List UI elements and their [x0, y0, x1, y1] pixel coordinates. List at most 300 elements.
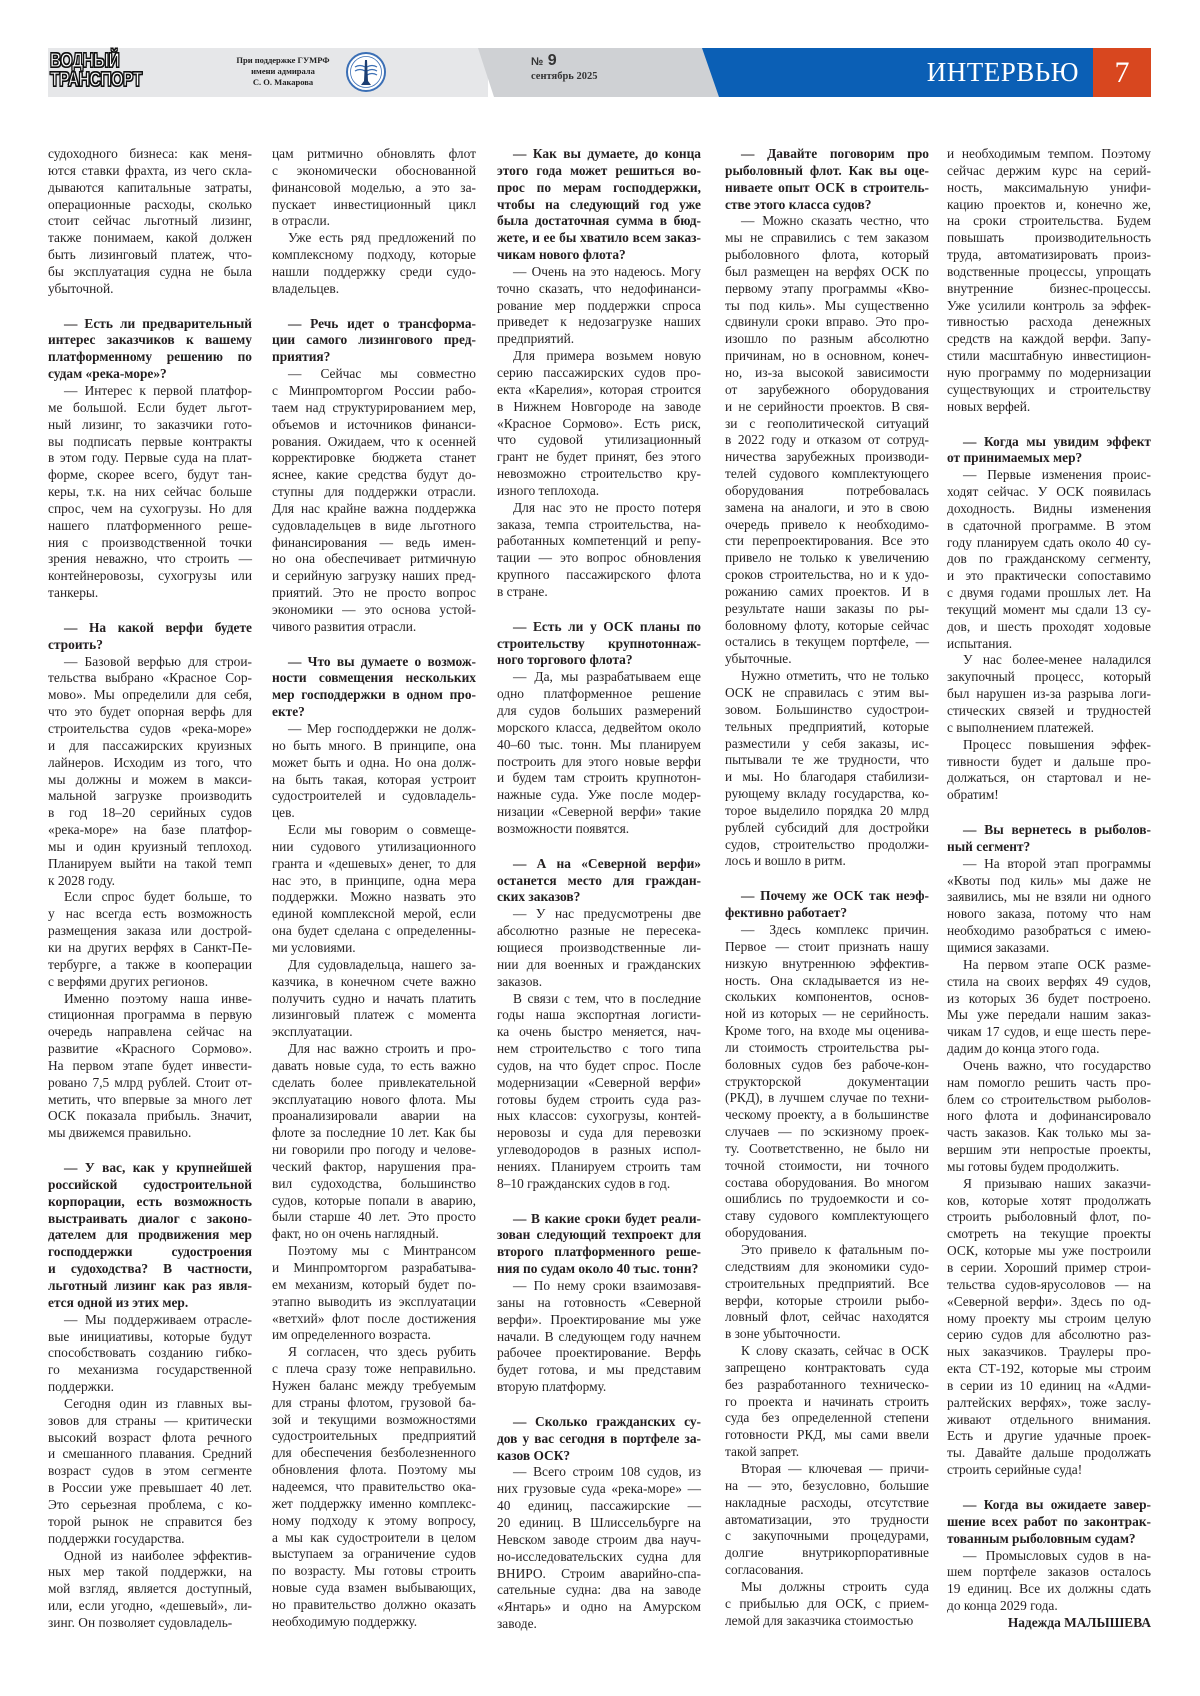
text-line: Мы должны строить суда	[741, 1578, 929, 1594]
text-line: — Сейчас мы совместно	[288, 366, 476, 382]
text-line: ни говорили про погоду и челове-	[272, 1142, 476, 1158]
text-line: надеемся, что правительство ока-	[272, 1478, 476, 1494]
issue-sign: №	[531, 56, 544, 68]
answer-paragraph	[272, 366, 476, 636]
text-line: лось и вошло в ритм.	[725, 853, 846, 869]
text-line: Очень важно, что государство	[963, 1057, 1151, 1073]
text-line: суда без определенной степени	[725, 1410, 929, 1426]
text-line: ния по судам около 40 тыс. тонн?	[497, 1261, 699, 1277]
text-line: вторую платформу.	[497, 1379, 607, 1395]
issue-number: 9	[547, 52, 557, 69]
text-line: ОСК не справилась с этим вы-	[725, 685, 929, 700]
text-line: такой запрет.	[725, 1444, 800, 1460]
text-line: сти перепроектирования. Все это	[725, 533, 929, 549]
text-line: с прибылью для ОСК, с прием-	[725, 1595, 929, 1611]
issue-date: сентябрь 2025	[531, 71, 598, 82]
text-line: телей судового комплектующего	[725, 466, 929, 482]
article-column	[725, 146, 929, 1629]
text-line: автоматизации, это трудности	[725, 1511, 929, 1527]
text-line: Нужен баланс между требуемым	[272, 1377, 476, 1393]
text-line: — Первые изменения проис-	[963, 467, 1151, 483]
text-line: ты. Давайте дальше продолжать	[947, 1445, 1151, 1461]
text-line: танкеры.	[48, 585, 99, 601]
text-line: случаев — по эскизному проек-	[725, 1124, 929, 1140]
text-line: испытания.	[947, 635, 1013, 651]
text-line: морского класса, дедвейтом около	[497, 719, 701, 735]
answer-paragraph	[272, 1041, 476, 1243]
text-line: неровозы и суда для перевозки	[497, 1125, 701, 1141]
text-line: для судов больших размерений	[497, 703, 701, 718]
text-line: разместили у себя заказы, ис-	[725, 735, 929, 751]
page-number: 7	[1114, 56, 1130, 89]
text-line: будет готова, и мы представим	[497, 1362, 701, 1378]
answer-paragraph	[272, 230, 476, 297]
answer-paragraph	[497, 991, 701, 1193]
text-line: предприятий.	[497, 331, 575, 347]
text-line: Вторая — ключевая — причи-	[741, 1460, 929, 1476]
text-line: невозможно строительство кру-	[497, 466, 701, 482]
text-line: на быть такая, которая устроит	[272, 771, 476, 787]
text-line: остались в текущем портфеле, —	[725, 634, 929, 650]
text-line: Для нас крайне важна поддержка	[272, 500, 476, 516]
text-line: ческий фактор, нарушения пра-	[272, 1158, 476, 1174]
text-line: начали. В следующем году начнем	[497, 1328, 701, 1344]
university-emblem-icon	[345, 51, 387, 93]
text-line: блем со строительством рыболов-	[947, 1091, 1151, 1107]
text-line: привело не только к увеличению	[725, 550, 929, 566]
text-line: заявились, мы не взяли ни одного	[947, 889, 1151, 905]
answer-paragraph	[725, 213, 929, 668]
support-line: С. О. Макарова	[252, 77, 314, 87]
text-line: в 2022 году и отказом от сотруд-	[725, 432, 929, 448]
text-line: зован следующий техпроект для	[497, 1227, 701, 1243]
text-line: и смешанного плавания. Средний	[48, 1446, 252, 1462]
text-line: Процесс повышения эффек-	[963, 736, 1151, 752]
answer-paragraph	[725, 1242, 929, 1343]
text-line: — Когда вы ожидаете завер-	[963, 1496, 1151, 1512]
text-line: модернизации «Северной верфи»	[497, 1074, 701, 1090]
text-line: пытывали те же трудности, что	[725, 752, 929, 768]
text-line: го проекта и начинать строить	[725, 1393, 929, 1409]
text-line: в зоне убыточности.	[725, 1326, 841, 1342]
text-line: но-исследовательских судна для	[497, 1548, 701, 1564]
text-line: но правительство должно оказать	[272, 1596, 476, 1612]
answer-paragraph	[497, 906, 701, 990]
text-line: го механизма государственной	[48, 1362, 252, 1378]
text-line: точной стоимости, ни точного	[725, 1157, 929, 1173]
text-line: обратим!	[947, 787, 999, 803]
text-line: ков, которые хотят продолжать	[947, 1192, 1151, 1208]
text-line: работанных компетенций и репу-	[497, 533, 701, 549]
text-line: заводе.	[497, 1616, 537, 1632]
text-line: — На какой верфи будете	[64, 619, 252, 635]
text-line: может быть и одна. Но она долж-	[272, 754, 476, 770]
text-line: в год 18–20 серийных судов	[48, 805, 252, 821]
text-line: труда, автоматизировать произ-	[947, 247, 1151, 263]
text-line: Я призываю наших заказчи-	[963, 1175, 1151, 1191]
text-line: цам ритмично обновлять флот	[272, 146, 476, 161]
interview-question	[497, 1211, 701, 1278]
text-line: в стране.	[497, 583, 548, 599]
text-line: но быть много. В принципе, она	[272, 737, 476, 753]
text-line: контейнеровозы, сухогрузы или	[48, 568, 252, 584]
answer-paragraph	[48, 383, 252, 602]
text-line: торой рынок не справится без	[48, 1513, 252, 1529]
text-line: чикам нового флота?	[497, 247, 626, 263]
text-line: ный сегмент?	[947, 838, 1031, 854]
text-line: — Что вы думаете о возмож-	[288, 653, 476, 669]
text-line: мальной загрузке производить	[48, 788, 252, 804]
text-line: ОСК показала прибыль. Значит,	[48, 1108, 252, 1124]
text-line: с верфями других регионов.	[48, 973, 209, 989]
answer-paragraph	[272, 822, 476, 957]
text-line: судам «река-море»?	[48, 366, 167, 382]
text-line: спрос, чем на сухогрузы. Но для	[48, 500, 252, 516]
text-line: ми условиями.	[272, 939, 356, 955]
text-line: ются ставки фрахта, из чего скла-	[48, 162, 252, 178]
text-line: 20 единиц. В Шлиссельбурге на	[497, 1514, 701, 1530]
text-line: тованным рыболовным судам?	[947, 1530, 1136, 1546]
text-line: пускает инвестиционный цикл	[272, 196, 476, 212]
text-line: зой и текущими возможностями	[272, 1411, 476, 1427]
text-line: новые суда взамен выбывающих,	[272, 1580, 476, 1596]
answer-paragraph	[947, 1058, 1151, 1176]
text-line: чтобы на следующий год уже	[497, 196, 701, 212]
text-line: замена на аналоги, и это в свою	[725, 499, 929, 515]
text-line: тельных предприятий, которые	[725, 718, 929, 734]
text-line: выстраивать диалог с законо-	[48, 1210, 252, 1226]
text-line: ного флота и дофинансировало	[947, 1108, 1151, 1124]
interview-question	[272, 654, 476, 721]
text-line: в серии из 10 единиц на «Адми-	[947, 1377, 1151, 1393]
text-line: дов у вас сегодня в портфеле за-	[497, 1430, 701, 1446]
support-line: имени адмирала	[251, 66, 315, 76]
text-line: ошиблись по трудоемкости и со-	[725, 1191, 929, 1207]
text-line: Кроме того, на входе мы оценива-	[725, 1023, 929, 1039]
text-line: строительства судов «река-море»	[48, 721, 252, 736]
text-line: судовладельцев в виде льготного	[272, 517, 476, 533]
text-line: в Нижнем Новгороде на заводе	[497, 398, 701, 414]
text-line: вы подписать первые контракты	[48, 433, 252, 449]
text-line: — Давайте поговорим про	[741, 146, 929, 161]
text-line: мы не справились с тем заказом	[725, 230, 929, 246]
text-line: екта «Карелия», которая строится	[497, 381, 701, 397]
text-line: вые инициативы, которые будут	[48, 1328, 252, 1344]
text-line: ную программу по модернизации	[947, 364, 1151, 380]
text-line: яснее, какие средства будут до-	[272, 467, 476, 483]
text-line: ности совмещения нескольких	[272, 670, 476, 686]
header-band-dark	[478, 48, 724, 97]
text-line: что судовой утилизационный	[497, 432, 701, 448]
text-line: — На второй этап программы	[963, 855, 1151, 871]
text-line: экономики — это основа устой-	[272, 601, 476, 617]
answer-paragraph	[48, 654, 252, 890]
answer-paragraph	[48, 889, 252, 990]
text-line: форме, скорее всего, будут тан-	[48, 467, 252, 483]
text-line: ралтейских верфях», тоже заслу-	[947, 1394, 1151, 1410]
answer-paragraph	[947, 1176, 1151, 1479]
text-line: у нас всегда есть возможность	[48, 906, 252, 922]
text-line: но она обеспечивает ритмичную	[272, 551, 476, 567]
text-line: следствиям для экономики судо-	[725, 1258, 929, 1274]
text-line: 40–60 тыс. тонн. Мы планируем	[497, 736, 701, 752]
text-line: — Как вы думаете, до конца	[513, 146, 701, 161]
text-line: сроков строительства, но и к удо-	[725, 567, 929, 583]
text-line: мы и один круизный теплоход.	[48, 838, 252, 854]
text-line: керы, т.к. на них сейчас больше	[48, 484, 252, 500]
text-line: дателем для продвижения мер	[48, 1227, 252, 1243]
text-line: ческому проекту, а в большинстве	[725, 1107, 929, 1123]
text-line: факт, но он очень наглядный.	[272, 1226, 439, 1242]
text-line: ту. Соответственно, не было ни	[725, 1140, 929, 1156]
text-line: Именно поэтому наша инве-	[64, 990, 252, 1006]
text-line: щимися заказами.	[947, 939, 1050, 955]
text-line: — Можно сказать честно, что	[741, 213, 929, 229]
text-line: для обеспечения безболезненного	[272, 1445, 476, 1461]
text-line: запрещено контрактовать суда	[725, 1359, 929, 1375]
text-line: метить, что впервые за много лет	[48, 1091, 252, 1107]
text-line: — Базовой верфью для строи-	[64, 653, 252, 669]
text-line: судов, на что будет спрос. После	[497, 1057, 701, 1073]
text-line: развитие «Красного Сормово».	[48, 1041, 252, 1057]
text-line: корпорации, есть возможность	[48, 1193, 252, 1209]
text-line: но, из-за высокой зависимости	[725, 364, 929, 380]
text-line: заказов.	[497, 973, 543, 989]
text-line: нии для военных и гражданских	[497, 956, 701, 972]
text-line: и не серийности проектов. В свя-	[725, 398, 929, 414]
text-line: казчика, в конечном счете важно	[272, 973, 476, 989]
text-line: «река-море» на базе платфор-	[48, 822, 252, 838]
text-line: ющиеся производственные ли-	[497, 939, 701, 955]
text-line: годы наша экспортная логисти-	[497, 1007, 701, 1023]
text-line: доходность. Видны изменения	[947, 500, 1151, 516]
text-line: и серийную загрузку наших пред-	[272, 568, 476, 584]
answer-paragraph	[48, 1548, 252, 1632]
text-line: Для примера возьмем новую	[513, 348, 701, 364]
text-line: сейчас держим курс на серий-	[947, 162, 1151, 178]
text-line: также понимаем, какой должен	[48, 230, 252, 246]
text-line: Для нас важно строить и про-	[288, 1041, 476, 1057]
text-line: ступны для поддержки отрасли.	[272, 484, 476, 500]
answer-paragraph	[497, 348, 701, 500]
text-line: стила на своих верфях 49 судов,	[947, 973, 1151, 989]
paragraph-spacer	[272, 636, 476, 654]
answer-paragraph	[947, 856, 1151, 957]
text-line: чикам 17 судов, и еще шесть пере-	[947, 1024, 1151, 1040]
paragraph-spacer	[497, 838, 701, 856]
text-line: накладные расходы, отсутствие	[725, 1494, 929, 1510]
paragraph-spacer	[272, 298, 476, 316]
logo-line-1: ВОДНЫЙ	[50, 50, 120, 72]
text-line: на сроки строительства. Будем	[947, 213, 1151, 229]
text-line: эксплуатацию нового флота. Мы	[272, 1091, 476, 1107]
answer-paragraph	[947, 1548, 1151, 1615]
text-line: стве этого класса судов?	[725, 196, 872, 212]
text-line: нем строительство с того типа	[497, 1041, 701, 1057]
text-line: «Красное Сормово». Есть риск,	[497, 415, 701, 431]
issue-info	[531, 53, 597, 83]
text-line: выступаем за ограничение судов	[272, 1546, 476, 1562]
interview-question	[48, 620, 252, 654]
text-line: для страны флотом, грузовой ба-	[272, 1394, 476, 1410]
interview-question	[497, 1414, 701, 1465]
interview-question	[497, 619, 701, 670]
text-line: она будет сделана с определенны-	[272, 923, 476, 939]
newspaper-logo	[50, 52, 155, 94]
text-line: и это практически сопоставимо	[947, 568, 1151, 584]
text-line: в отрасли.	[272, 213, 330, 229]
paragraph-spacer	[725, 870, 929, 888]
text-line: результате наши заказы по ры-	[725, 600, 929, 616]
text-line: 19 единиц. Все их должны сдать	[947, 1581, 1151, 1597]
text-line: флоте за последние 10 лет. Как бы	[272, 1125, 476, 1141]
text-line: с плеча сразу тоже неправильно.	[272, 1361, 476, 1377]
answer-paragraph	[947, 467, 1151, 652]
text-line: — По нему сроки взаимозавя-	[513, 1278, 701, 1293]
text-line: льготный лизинг как раз явля-	[48, 1278, 252, 1293]
text-line: Невском заводе строим два науч-	[497, 1531, 701, 1547]
interview-question	[725, 888, 929, 922]
text-line: до конца 2029 года.	[947, 1598, 1058, 1614]
text-line: способствовать созданию гибко-	[48, 1345, 252, 1361]
text-line: нашего платформенного реше-	[48, 517, 252, 533]
text-line: быть лизинговый платеж, что-	[48, 247, 252, 263]
text-line: ность. Она складывается из не-	[725, 972, 929, 988]
text-line: убыточной.	[48, 280, 114, 296]
text-line: владельцев.	[272, 280, 340, 296]
text-line: операционные расходы, сколько	[48, 196, 252, 212]
text-line: «Янтарь» и одно на Амурском	[497, 1599, 701, 1615]
text-line: серию судов для абсолютно раз-	[947, 1327, 1151, 1343]
paragraph-spacer	[48, 1142, 252, 1160]
text-line: — Да, мы разрабатываем еще	[513, 669, 701, 685]
text-line: внутренние бизнес-процессы.	[947, 280, 1151, 296]
text-line: лемой для заказчика стоимостью	[725, 1612, 914, 1628]
text-line: по возрасту. Мы готовы строить	[272, 1563, 476, 1579]
text-line: — В какие сроки будет реали-	[513, 1210, 701, 1226]
text-line: ты под киль». Мы существенно	[725, 297, 929, 313]
text-line: — Мы поддерживаем отрасле-	[64, 1311, 252, 1327]
text-line: зовов для страны — критически	[48, 1412, 252, 1428]
text-line: судостроителей и судовладель-	[272, 788, 476, 804]
text-line: К слову сказать, сейчас в ОСК	[741, 1343, 929, 1359]
answer-paragraph	[48, 1312, 252, 1396]
answer-paragraph	[497, 264, 701, 348]
text-line: ных мер такой поддержки, на	[48, 1564, 252, 1580]
text-line: новых верфей.	[947, 398, 1031, 414]
text-line: строить серийные суда!	[947, 1462, 1083, 1478]
text-line: и судоходства? В частности,	[48, 1261, 252, 1277]
text-line: тации — это вопрос обновления	[497, 550, 701, 566]
text-line: Для судовладельца, нашего за-	[288, 956, 476, 972]
text-line: должаться, он стартовал и не-	[947, 770, 1151, 786]
text-line: стили масштабную инвестицион-	[947, 348, 1151, 364]
text-line: грант не будет принят, без этого	[497, 449, 701, 465]
answer-paragraph	[48, 991, 252, 1143]
text-line: заказа, темпа строительства, на-	[497, 516, 701, 532]
text-line: рыболовный флот. Как вы оце-	[725, 162, 929, 178]
text-line: судов, которые попали в аварию,	[272, 1192, 476, 1208]
text-line: Поэтому мы с Минтрансом	[288, 1243, 476, 1259]
text-line: «ветхий» флот после достижения	[272, 1310, 476, 1326]
text-line: ме большой. Если будет льгот-	[48, 399, 252, 415]
text-line: приятий. Это не просто вопрос	[272, 585, 476, 601]
text-line: с закупочными процедурами,	[725, 1528, 929, 1544]
text-line: — Речь идет о трансформа-	[288, 315, 476, 331]
text-line: приятия?	[272, 349, 331, 365]
text-line: и мы. Но благодаря стабилизи-	[725, 769, 929, 785]
text-line: нажные суда. Уже после модер-	[497, 787, 701, 803]
text-line: верфи». Проектирование мы уже	[497, 1311, 701, 1327]
text-line: этого года может решиться во-	[497, 162, 701, 178]
text-line: зи с геополитической ситуаций	[725, 415, 929, 431]
interview-question	[497, 146, 701, 264]
text-line: ловный флот, сейчас находятся	[725, 1309, 929, 1325]
text-line: судостроительных предприятий	[272, 1428, 476, 1444]
author-signature	[947, 1615, 1151, 1632]
text-line: — Когда мы увидим эффект	[963, 433, 1151, 449]
text-line: что это будет опорная верфь для	[48, 704, 252, 720]
text-line: тивности будет и дальше про-	[947, 753, 1151, 769]
text-line: Я согласен, что здесь рубить	[288, 1344, 476, 1360]
text-line: фективно работает?	[725, 905, 848, 921]
text-line: долгие внутрикорпоративные	[725, 1545, 929, 1561]
text-line: вершим эти непростые проекты,	[947, 1142, 1151, 1158]
text-line: господдержки судостроения	[48, 1244, 252, 1260]
text-line: рублей субсидий для достройки	[725, 819, 929, 835]
text-line: ских заказов?	[497, 889, 581, 905]
text-line: российской судостроительной	[48, 1176, 252, 1192]
text-line: необходимо разобраться с имею-	[947, 923, 1151, 939]
text-line: из которых 36 будет построено.	[947, 990, 1151, 1006]
text-line: — Есть ли предварительный	[64, 315, 252, 331]
text-line: убыточные.	[725, 651, 792, 667]
text-line: рабочее проектирование. Верфь	[497, 1345, 701, 1361]
paragraph-spacer	[947, 416, 1151, 434]
text-line: тербурге, а также в кооперации	[48, 956, 252, 972]
text-line: в России уже превышает 40 лет.	[48, 1480, 252, 1496]
answer-paragraph	[272, 1243, 476, 1344]
text-line: шем портфеле заказов осталось	[947, 1564, 1151, 1580]
text-line: комплексному подходу, которые	[272, 247, 476, 263]
answer-paragraph	[272, 146, 476, 230]
answer-paragraph	[725, 1461, 929, 1579]
text-line: строительных предприятий. Все	[725, 1275, 929, 1291]
text-line: гранта и «дешевых» денег, то для	[272, 855, 476, 871]
article-column	[272, 146, 476, 1631]
text-line: в серии. Хороший пример строи-	[947, 1260, 1151, 1275]
text-line: ный лизинг, то заказчики гото-	[48, 416, 252, 432]
text-line: причинам, но в основном, конеч-	[725, 348, 929, 364]
text-line: с выполнением платежей.	[947, 719, 1094, 735]
answer-paragraph	[48, 146, 252, 298]
text-line: поддержки.	[48, 1379, 115, 1395]
text-line: жет поддержку именно комплекс-	[272, 1495, 476, 1511]
text-line: финансовой моделью, а это за-	[272, 179, 476, 195]
paragraph-spacer	[497, 601, 701, 619]
text-line: жете, и ее бы хватило всем заказ-	[497, 230, 701, 246]
text-line: Уже есть ряд предложений по	[288, 230, 476, 246]
text-line: строить?	[48, 636, 103, 652]
text-line: объемов и источников финанси-	[272, 416, 476, 432]
text-line: боловных судов без рабоче-кон-	[725, 1056, 929, 1072]
text-line: состава оборудования. Во многом	[725, 1174, 929, 1190]
answer-paragraph	[272, 957, 476, 1041]
article-column	[497, 146, 701, 1633]
text-line: оборудования потребовалась	[725, 482, 929, 498]
text-line: точно сказать, что недофинанси-	[497, 280, 701, 296]
article-column	[947, 146, 1151, 1632]
